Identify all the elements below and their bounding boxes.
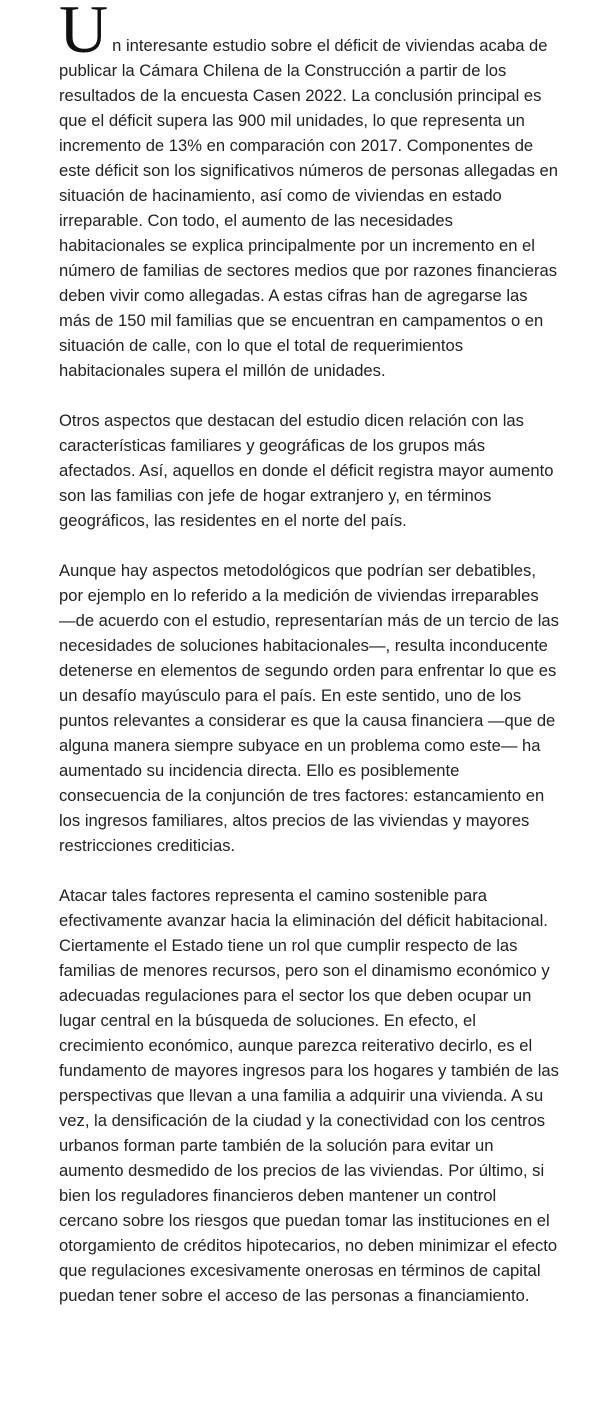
drop-cap: U — [59, 0, 109, 67]
paragraph-2: Otros aspectos que destacan del estudio dicen relación con las características familiares y geográficas de los grupos más afectados. Así, aquellos en donde el déficit registra mayor aumento son las familias con jefe de hogar extranjero y, en términos geográficos, las residentes en el norte del país. — [59, 411, 554, 530]
article-body — [59, 0, 559, 1333]
paragraph-1 — [59, 0, 559, 383]
paragraph-1-text: n interesante estudio sobre el déficit de viviendas acaba de publicar la Cámara Chilena de la Construcción a partir de los resultados de la encuesta Casen 2022. La conclusión principal es que el déficit supera las 900 mil unidades, lo que representa un incremento de 13% en comparación con 2017. Componentes de este déficit son los significativos números de personas allegadas en situación de hacinamiento, así como de viviendas en estado irreparable. Con todo, el aumento de las necesidades habitacionales se explica principalmente por un incremento en el número de familias de sectores medios que por razones financieras deben vivir como allegadas. A estas cifras han de agregarse las más de 150 mil familias que se encuentran en campamentos o en situación de calle, con lo que el total de requerimientos habitacionales supera el millón de unidades. — [59, 36, 559, 380]
paragraph-4: Atacar tales factores representa el camino sostenible para efectivamente avanzar hacia la eliminación del déficit habitacional. Ciertamente el Estado tiene un rol que cumplir respecto de las familias de menores recursos, pero son el dinamismo económico y adecuadas regulaciones para el sector los que deben ocupar un lugar central en la búsqueda de soluciones. En efecto, el crecimiento económico, aunque parezca reiterativo decirlo, es el fundamento de mayores ingresos para los hogares y también de las perspectivas que llevan a una familia a adquirir una vivienda. A su vez, la densificación de la ciudad y la conectividad con los centros urbanos forman parte también de la solución para evitar un aumento desmedido de los precios de las viviendas. Por último, si bien los reguladores financieros deben mantener un control cercano sobre los riesgos que puedan tomar las instituciones en el otorgamiento de créditos hipotecarios, no deben minimizar el efecto que regulaciones excesivamente onerosas en términos de capital puedan tener sobre el acceso de las personas a financiamiento. — [59, 886, 559, 1305]
paragraph-3: Aunque hay aspectos metodológicos que podrían ser debatibles, por ejemplo en lo referido a la medición de viviendas irreparables —de acuerdo con el estudio, representarían más de un tercio de las necesidades de soluciones habitacionales—, resulta inconducente detenerse en elementos de segundo orden para enfrentar lo que es un desafío mayúsculo para el país. En este sentido, uno de los puntos relevantes a considerar es que la causa financiera —que de alguna manera siempre subyace en un problema como este— ha aumentado su incidencia directa. Ello es posiblemente consecuencia de la conjunción de tres factores: estancamiento en los ingresos familiares, altos precios de las viviendas y mayores restricciones crediticias. — [59, 561, 559, 855]
